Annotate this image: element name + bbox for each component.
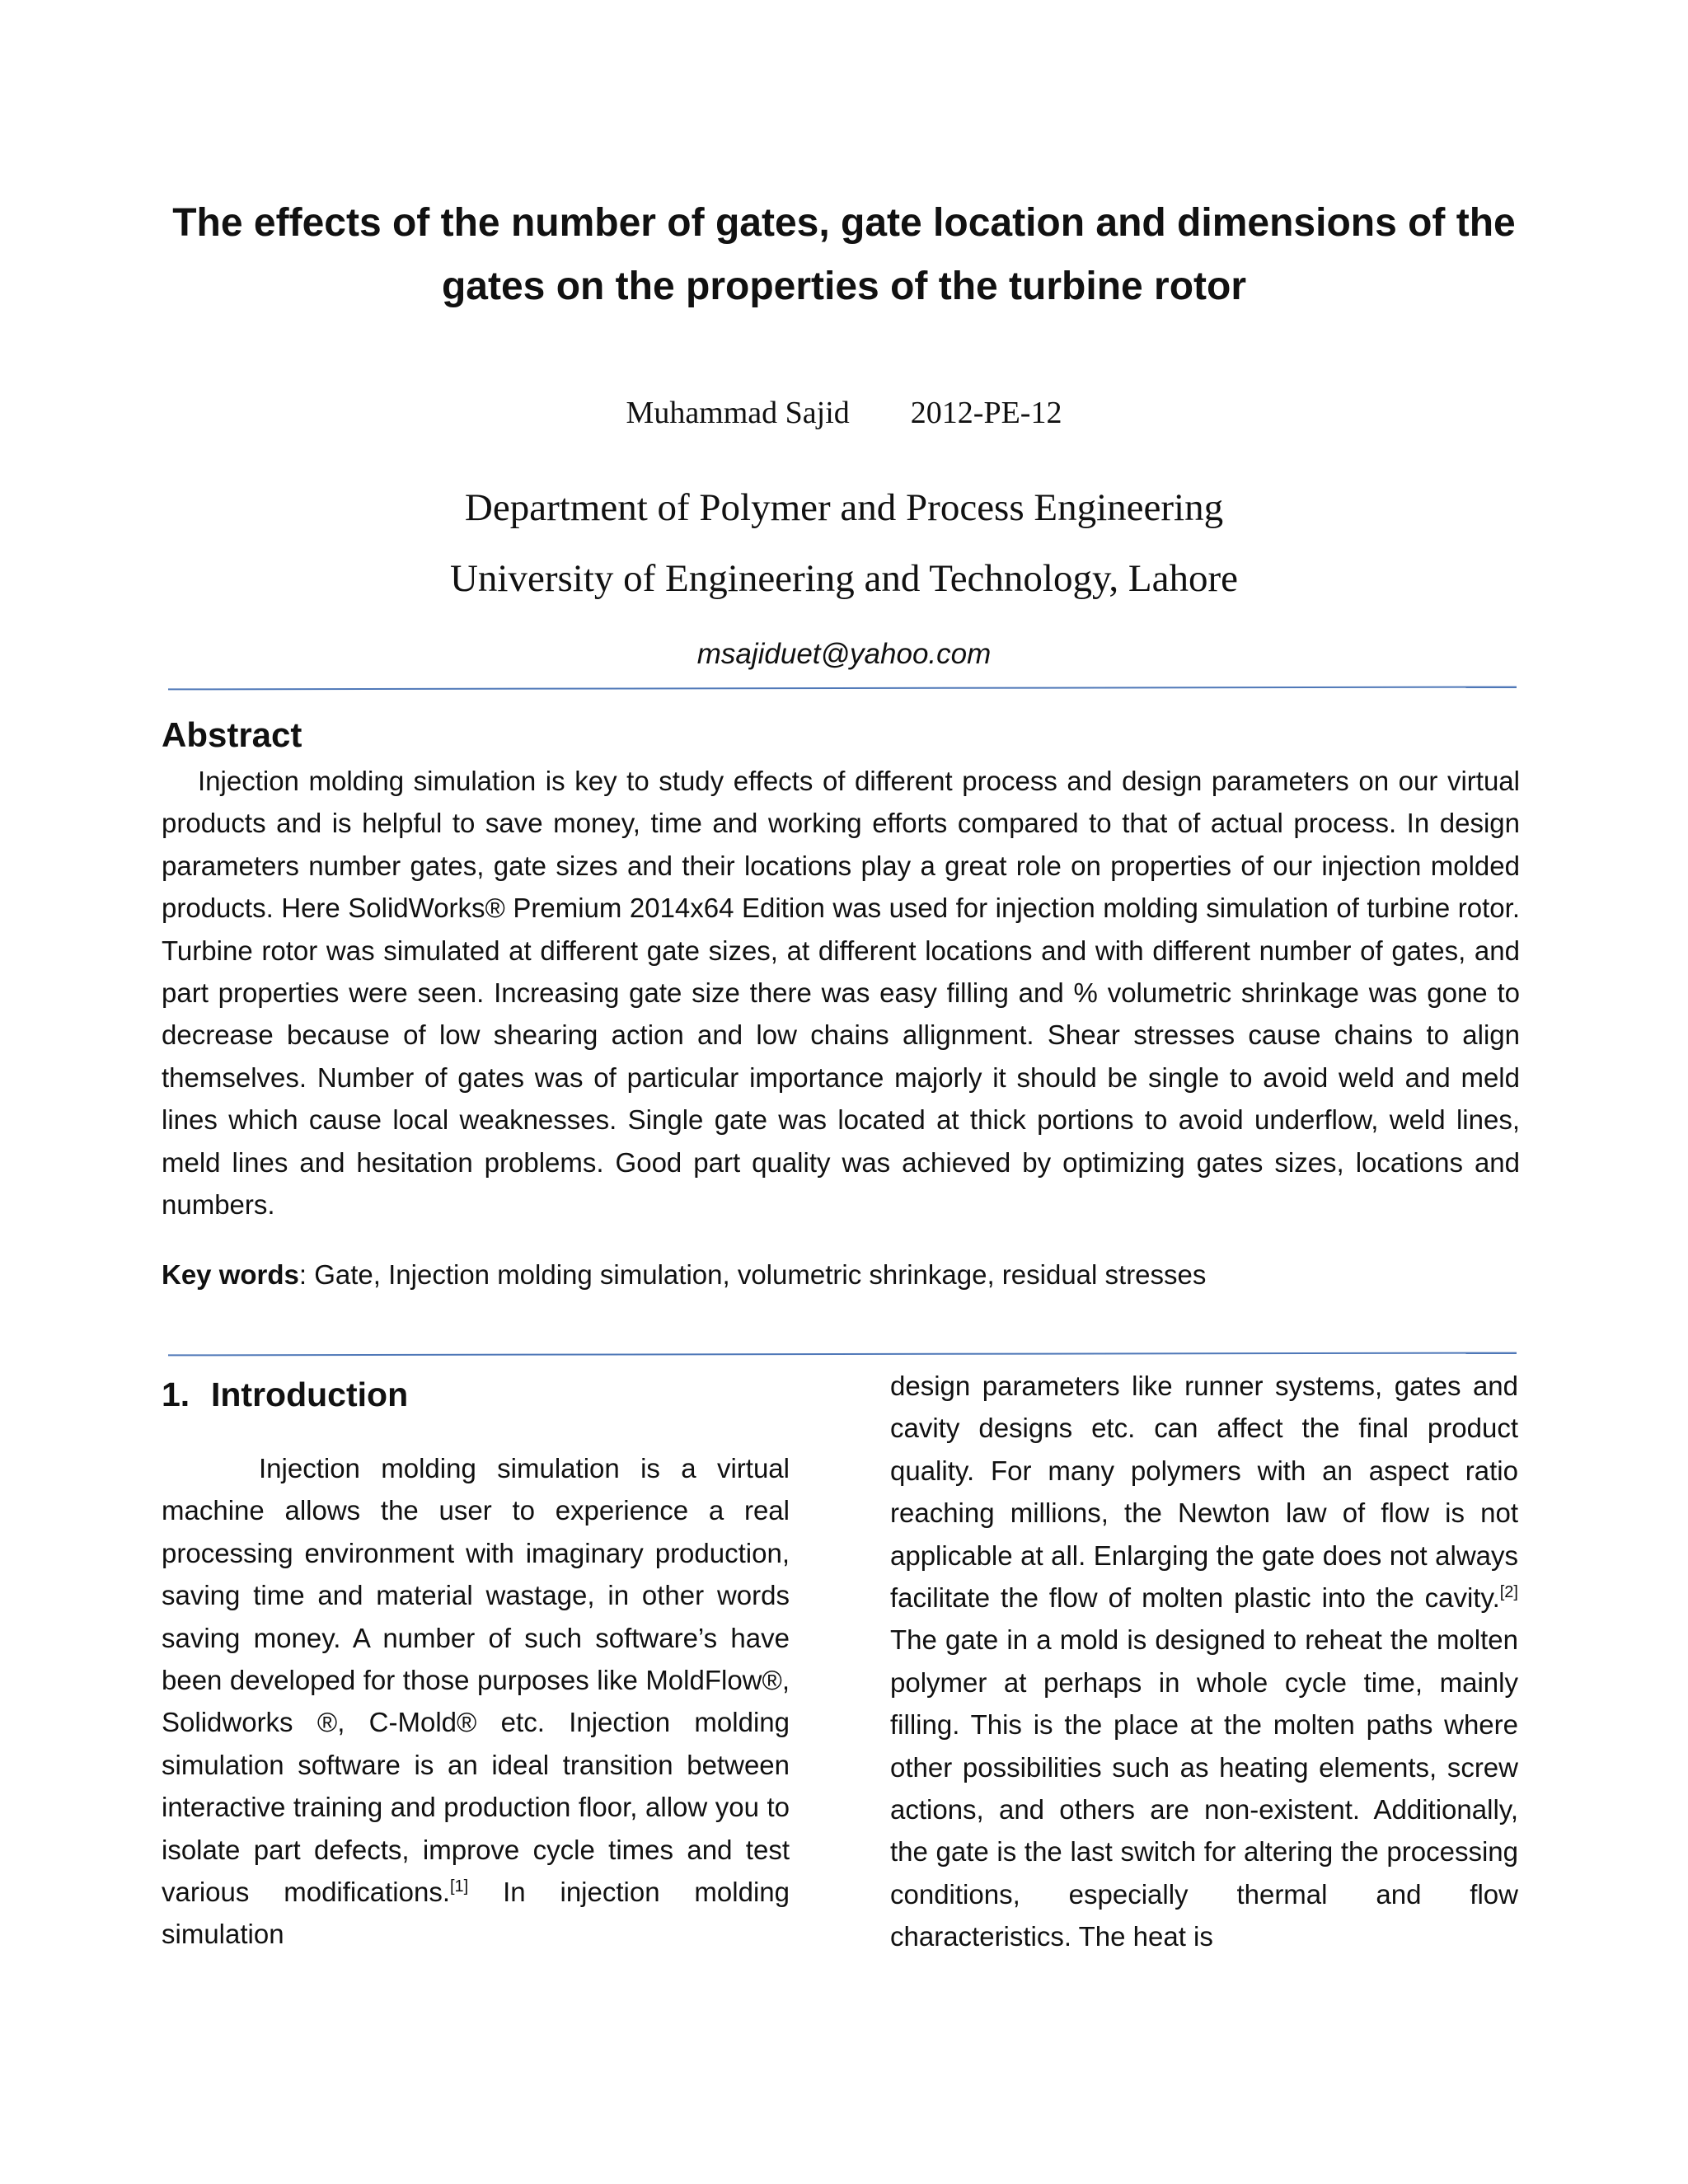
citation-1: [1] bbox=[450, 1877, 469, 1896]
intro-right-text-cont: The gate in a mold is designed to reheat the molten polymer at perhaps in whole cycle time, mainly filling. This is the place at the molten paths where other possibilities such as heating elements, screw actions, and others are non-existent. Additionally, the gate is the last switch for altering the processing conditions, especially thermal and flow characteristics. The heat is bbox=[890, 1624, 1518, 1952]
intro-left-text: Injection molding simulation is a virtual machine allows the user to experience a real processing environment with imaginary production, saving time and material wastage, in other words saving money. A number of such software’s have been developed for those purposes like MoldFlow®, Solidworks ®, C-Mold® etc. Injection molding simulation software is an ideal transition between interactive training and production floor, allow you to isolate part defects, improve cycle times and test various modifications. bbox=[162, 1453, 790, 1908]
introduction-right-column bbox=[890, 1365, 1518, 1958]
author-email: msajiduet@yahoo.com bbox=[696, 638, 992, 670]
author-name: Muhammad Sajid bbox=[626, 396, 850, 430]
abstract-text: Injection molding simulation is key to study effects of different process and design parameters on our virtual products and is helpful to save money, time and working efforts compared to that of actual process. In design parameters number gates, gate sizes and their locations play a great role on properties of our injection molded products. Here SolidWorks® Premium 2014x64 Edition was used for injection molding simulation of turbine rotor. Turbine rotor was simulated at different gate sizes, at different locations and with different number of gates, and part properties were seen. Increasing gate size there was easy filling and % volumetric shrinkage was gone to decrease because of low shearing action and low chains allignment. Shear stresses cause chains to align themselves. Number of gates was of particular importance majorly it should be single to avoid weld and meld lines which cause local weaknesses. Single gate was located at thick portions to avoid underflow, weld lines, meld lines and hesitation problems. Good part quality was achieved by optimizing gates sizes, locations and numbers. bbox=[162, 766, 1520, 1221]
intro-right-text: design parameters like runner systems, gates and cavity designs etc. can affect the final product quality. For many polymers with an aspect ratio reaching millions, the Newton law of flow is not applicable at all. Enlarging the gate does not always facilitate the flow of molten plastic into the cavity. bbox=[890, 1371, 1518, 1614]
keywords-separator: : bbox=[298, 1259, 315, 1290]
paper-title: The effects of the number of gates, gate location and dimensions of the gates on the properties of the turbine rotor bbox=[172, 201, 1516, 308]
abstract-heading: Abstract bbox=[162, 715, 302, 754]
intro-left-text-cont: In injection molding simulation bbox=[162, 1877, 790, 1950]
introduction-heading bbox=[162, 1373, 408, 1416]
introduction-left-column bbox=[162, 1447, 790, 1956]
author-line bbox=[0, 394, 1688, 432]
section-divider bbox=[168, 1352, 1517, 1357]
header-divider bbox=[168, 687, 1517, 691]
department: Department of Polymer and Process Engineering bbox=[464, 486, 1224, 529]
section-title: Introduction bbox=[211, 1376, 409, 1413]
citation-2: [2] bbox=[1499, 1583, 1518, 1602]
author-reg-no: 2012-PE-12 bbox=[910, 396, 1062, 430]
section-number: 1. bbox=[162, 1376, 190, 1413]
keywords-text: Gate, Injection molding simulation, volumetric shrinkage, residual stresses bbox=[314, 1259, 1207, 1290]
university: University of Engineering and Technology, Lahore bbox=[449, 557, 1239, 600]
keywords bbox=[162, 1256, 1520, 1294]
keywords-label: Key words bbox=[162, 1259, 299, 1290]
